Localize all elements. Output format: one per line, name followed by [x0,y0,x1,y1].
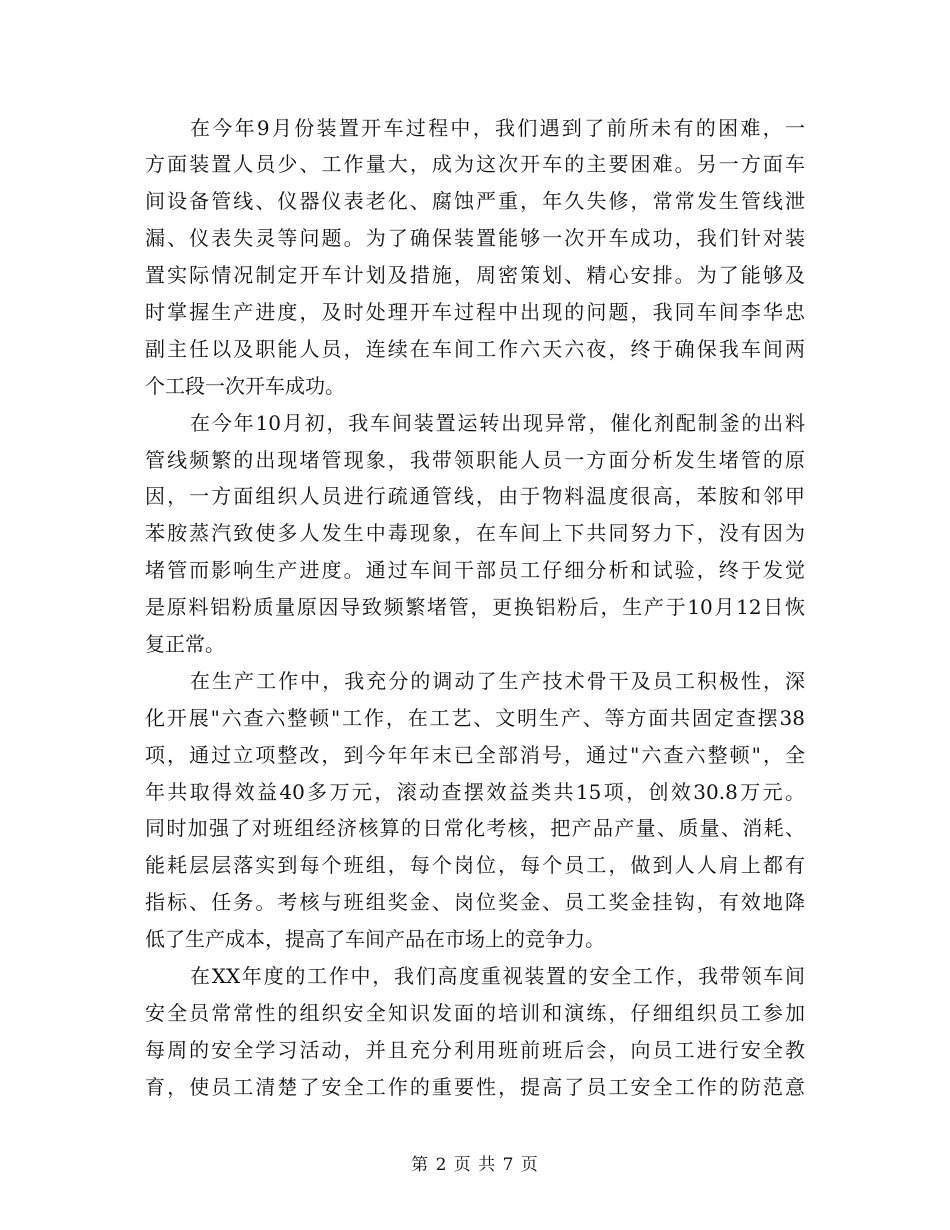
text-line: 在今年9月份装置开车过程中，我们遇到了前所未有的困难，一 [190,115,805,140]
text-line: 复正常。 [145,631,225,656]
text-line: 间设备管线、仪器仪表老化、腐蚀严重，年久失修，常常发生管线泄 [145,189,805,214]
text-line: 低了生产成本，提高了车间产品在市场上的竞争力。 [145,927,605,952]
text-line: 育，使员工清楚了安全工作的重要性，提高了员工安全工作的防范意 [145,1074,805,1099]
text-line: 化开展"六查六整顿"工作，在工艺、文明生产、等方面共固定查摆38 [145,705,805,730]
text-line: 因，一方面组织人员进行疏通管线，由于物料温度很高，苯胺和邻甲 [145,484,805,509]
text-line: 安全员常常性的组织安全知识发面的培训和演练，仔细组织员工参加 [145,1000,805,1025]
text-line: 个工段一次开车成功。 [145,373,345,398]
text-line: 在XX年度的工作中，我们高度重视装置的安全工作，我带领车间 [190,963,805,988]
text-line: 管线频繁的出现堵管现象，我带领职能人员一方面分析发生堵管的原 [145,447,805,472]
text-line: 年共取得效益40多万元，滚动查摆效益类共15项，创效30.8万元。 [145,779,805,804]
text-line: 置实际情况制定开车计划及措施，周密策划、精心安排。为了能够及 [145,263,805,288]
text-line: 方面装置人员少、工作量大，成为这次开车的主要困难。另一方面车 [145,152,805,177]
text-line: 副主任以及职能人员，连续在车间工作六天六夜，终于确保我车间两 [145,336,805,361]
text-line: 堵管而影响生产进度。通过车间干部员工仔细分析和试验，终于发觉 [145,558,805,583]
text-line: 在生产工作中，我充分的调动了生产技术骨干及员工积极性，深 [190,668,805,693]
text-line: 每周的安全学习活动，并且充分利用班前班后会，向员工进行安全教 [145,1037,805,1062]
paragraph-1 [145,110,805,405]
text-line: 漏、仪表失灵等问题。为了确保装置能够一次开车成功，我们针对装 [145,226,805,251]
text-line: 项，通过立项整改，到今年年末已全部消号，通过"六查六整顿"，全 [145,742,805,767]
text-line: 指标、任务。考核与班组奖金、岗位奖金、员工奖金挂钩，有效地降 [145,890,805,915]
text-line: 能耗层层落实到每个班组，每个岗位，每个员工，做到人人肩上都有 [145,853,805,878]
text-line: 苯胺蒸汽致使多人发生中毒现象，在车间上下共同努力下，没有因为 [145,521,805,546]
text-line: 是原料铝粉质量原因导致频繁堵管，更换铝粉后，生产于10月12日恢 [145,595,805,620]
paragraph-3 [145,663,805,958]
document-body [145,110,805,1106]
paragraph-4 [145,958,805,1106]
text-line: 时掌握生产进度，及时处理开车过程中出现的问题，我同车间李华忠 [145,299,805,324]
text-line: 在今年10月初，我车间装置运转出现异常，催化剂配制釜的出料 [190,410,805,435]
page-number-footer: 第 2 页 共 7 页 [411,1155,539,1175]
text-line: 同时加强了对班组经济核算的日常化考核，把产品产量、质量、消耗、 [145,816,805,841]
paragraph-2 [145,405,805,663]
